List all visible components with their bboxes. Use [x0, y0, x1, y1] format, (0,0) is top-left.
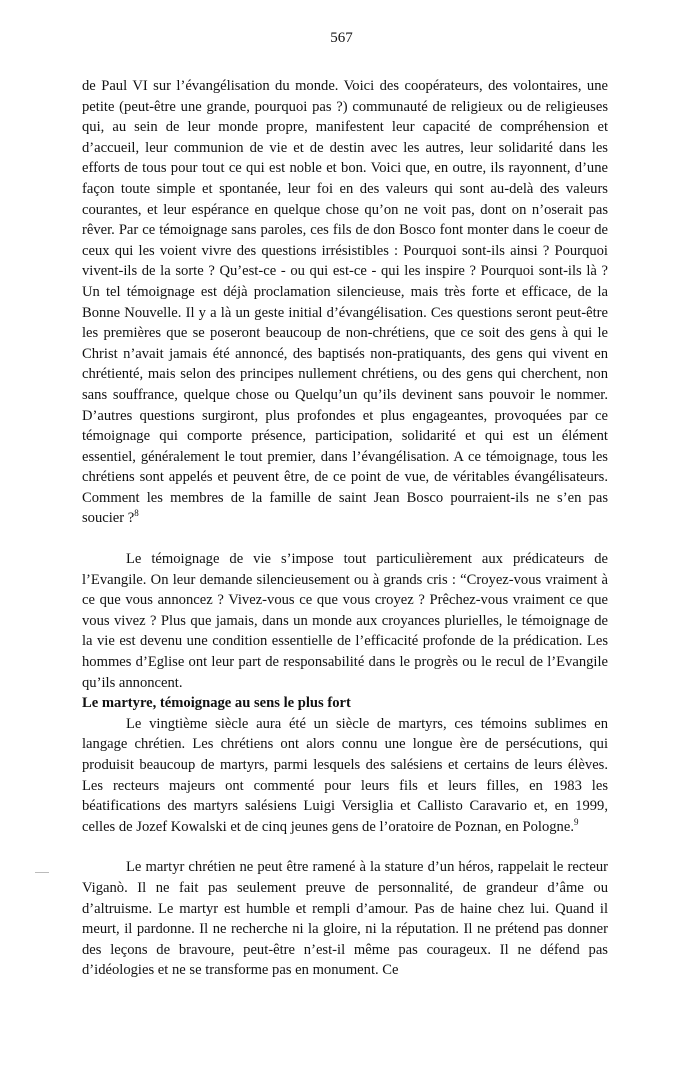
section-heading: Le martyre, témoignage au sens le plus fort — [82, 695, 351, 712]
paragraph-predicateurs: Le témoignage de vie s’impose tout particulièrement aux prédicateurs de l’Evangile. On leur demande silencieusement ou à grands cris : “Croyez-vous vraiment à ce que vous annoncez ? Vivez-vous ce que vous croyez ? Prêchez-vous vraiment ce que vous vivez ? Plus que jamais, dans un monde aux croyances plurielles, le témoignage de la vie est devenu une condition essentielle de l’efficacité profonde de la prédication. Les hommes d’Eglise ont leur part de responsabilité dans le progrès ou le recul de l’Evangile qu’ils annoncent. — [82, 551, 608, 691]
page-number: 567 — [330, 30, 353, 46]
footnote-ref-9[interactable]: 9 — [573, 816, 579, 827]
paragraph-martyr-chretien: Le martyr chrétien ne peut être ramené à la stature d’un héros, rappelait le recteur Viganò. Il ne fait pas seulement preuve de personnalité, de grandeur d’âme ou d’altruisme. Le martyr est humble et rempli d’amour. Pas de haine chez lui. Quand il meurt, il pardonne. Il ne recherche ni la gloire, ni la réputation. Il ne prétend pas donner des leçons de bravoure, peut-être n’est-il même pas courageux. Il ne défend pas d’idéologies et ne se transforme pas en monument. Ce — [82, 859, 608, 979]
page-body — [82, 76, 608, 981]
paragraph-evangelisation — [82, 76, 608, 529]
footnote-ref-8[interactable]: 8 — [134, 508, 139, 519]
paragraph-text: de Paul VI sur l’évangélisation du monde. Voici des coopérateurs, des volontaires, une petite (peut-être une grande, pourquoi pas ?) communauté de religieux ou de religieuses qui, au sein de leur monde propre, manifestent leur capacité de compréhension et d’accueil, leur communion de vie et de destin avec les autres, leur solidarité dans les efforts de tous pour tout ce qui est noble et bon. Voici que, en outre, ils rayonnent, d’une façon toute simple et spontanée, leur foi en des valeurs qui sont au-delà des valeurs courantes, et leur espérance en quelque chose qu’on ne voit pas, dont on n’oserait pas rêver. Par ce témoignage sans paroles, ces fils de don Bosco font monter dans le coeur de ceux qui les voient vivre des questions irrésistibles : Pourquoi sont-ils ainsi ? Pourquoi vivent-ils de la sorte ? Qu’est-ce - ou qui est-ce - qui les inspire ? Pourquoi sont-ils là ? Un tel témoignage est déjà proclamation silencieuse, mais très forte et efficace, de la Bonne Nouvelle. Il y a là un geste initial d’évangélisation. Ces questions seront peut-être les premières que se poseront beaucoup de non-chrétiens, que ce soit des gens à qui le Christ n’avait jamais été annoncé, des baptisés non-pratiquants, des gens qui vivent en chrétienté, mais selon des principes nullement chrétiens, ou des gens qui cherchent, non sans souffrance, quelque chose ou Quelqu’un qu’ils devinent sans pouvoir le nommer. D’autres questions surgiront, plus profondes et plus engageantes, provoquées par ce témoignage qui comporte présence, participation, solidarité et qui est un élément essentiel, généralement le tout premier, dans l’évangélisation. A ce témoignage, tous les chrétiens sont appelés et peuvent être, de ce point de vue, de véritables évangélisateurs. Comment les membres de la famille de saint Jean Bosco pourraient-ils ne s’en pas soucier ? — [82, 78, 608, 527]
paragraph-martyrs — [82, 714, 608, 838]
paragraph-text: Le vingtième siècle aura été un siècle de martyrs, ces témoins sublimes en langage chrétien. Les chrétiens ont alors connu une longue ère de persécutions, qui produisit beaucoup de martyrs, parmi lesquels des salésiens et certains de leurs élèves. Les recteurs majeurs ont commenté pour leurs fils et leurs filles, en 1983 les béatifications des martyrs salésiens Luigi Versiglia et Callisto Caravario et, en 1999, celles de Jozef Kowalski et de cinq jeunes gens de l’oratoire de Poznan, en Pologne. — [82, 715, 608, 835]
scan-mark — [35, 872, 49, 873]
